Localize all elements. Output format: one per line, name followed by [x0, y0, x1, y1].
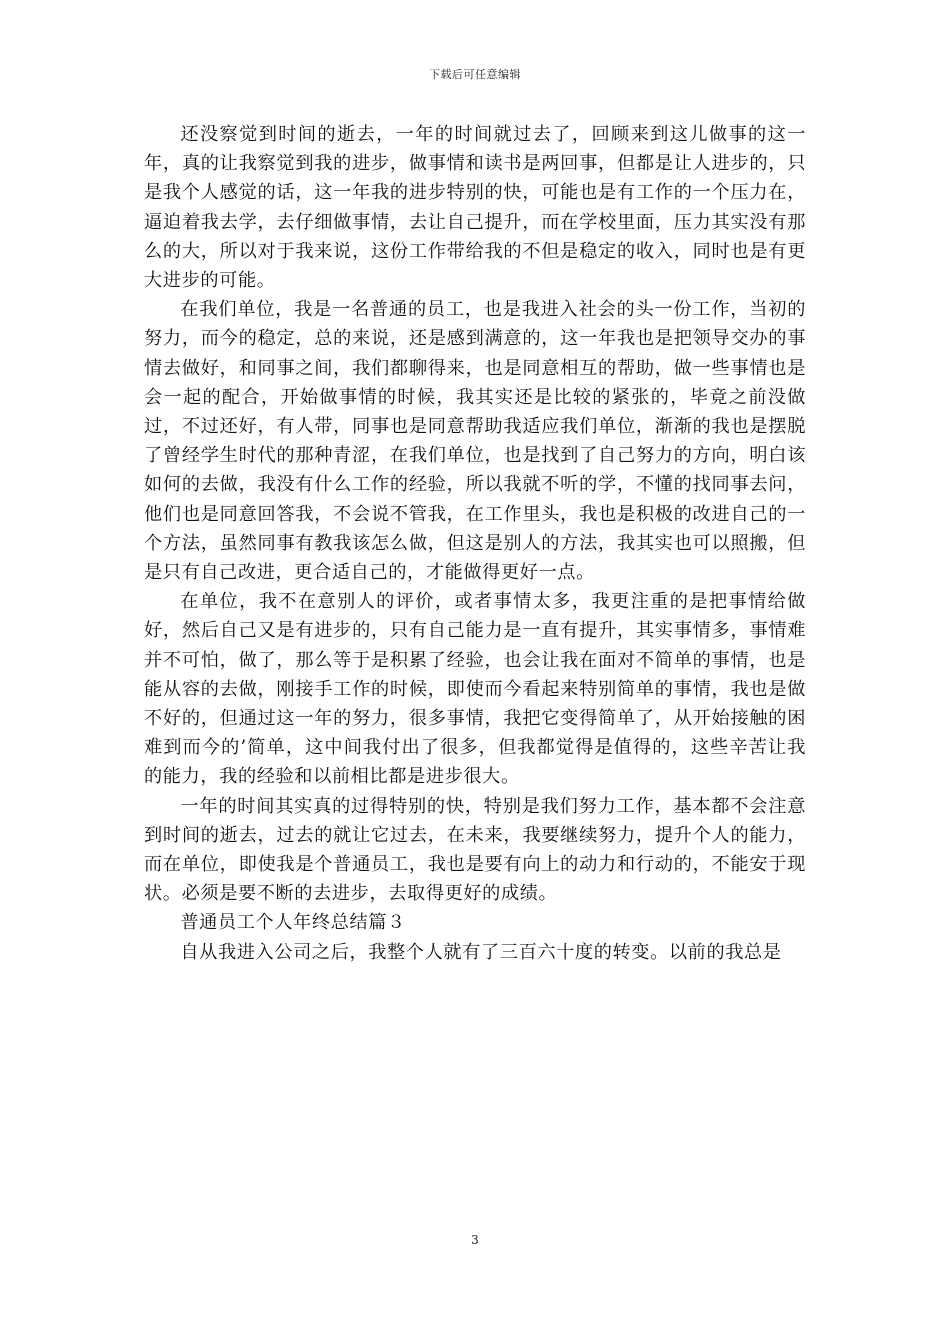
- page-header: 下载后可任意编辑: [429, 68, 521, 81]
- paragraph: 还没察觉到时间的逝去，一年的时间就过去了，回顾来到这儿做事的这一年，真的让我察觉到我的进步，做事情和读书是两回事，但都是让人进步的，只是我个人感觉的话，这一年我的进步特别的快，可能也是有工作的一个压力在，逼迫着我去学，去仔细做事情，去让自己提升，而在学校里面，压力其实没有那么的大，所以对于我来说，这份工作带给我的不但是稳定的收入，同时也是有更大进步的可能。: [144, 124, 806, 292]
- document-body: [144, 120, 806, 967]
- section-heading: 普通员工个人年终总结篇３: [180, 912, 406, 934]
- paragraph: 自从我进入公司之后，我整个人就有了三百六十度的转变。以前的我总是: [180, 941, 782, 963]
- paragraph: 在我们单位，我是一名普通的员工，也是我进入社会的头一份工作，当初的努力，而今的稳定，总的来说，还是感到满意的，这一年我也是把领导交办的事情去做好，和同事之间，我们都聊得来，也是同意相互的帮助，做一些事情也是会一起的配合，开始做事情的时候，我其实还是比较的紧张的，毕竟之前没做过，不过还好，有人带，同事也是同意帮助我适应我们单位，渐渐的我也是摆脱了曾经学生时代的那种青涩，在我们单位，也是找到了自己努力的方向，明白该如何的去做，我没有什么工作的经验，所以我就不听的学，不懂的找同事去问，他们也是同意回答我，不会说不管我，在工作里头，我也是积极的改进自己的一个方法，虽然同事有教我该怎么做，但这是别人的方法，我其实也可以照搬，但是只有自己改进，更合适自己的，才能做得更好一点。: [144, 299, 806, 584]
- paragraph: 在单位，我不在意别人的评价，或者事情太多，我更注重的是把事情给做好，然后自己又是有进步的，只有自己能力是一直有提升，其实事情多，事情难并不可怕，做了，那么等于是积累了经验，也会让我在面对不简单的事情，也是能从容的去做，刚接手工作的时候，即使而今看起来特别简单的事情，我也是做不好的，但通过这一年的努力，很多事情，我把它变得简单了，从开始接触的困难到而今的’简单，这中间我付出了很多，但我都觉得是值得的，这些辛苦让我的能力，我的经验和以前相比都是进步很大。: [144, 591, 806, 788]
- page-number: 3: [471, 1233, 479, 1247]
- paragraph: 一年的时间其实真的过得特别的快，特别是我们努力工作，基本都不会注意到时间的逝去，过去的就让它过去，在未来，我要继续努力，提升个人的能力，而在单位，即使我是个普通员工，我也是要有向上的动力和行动的，不能安于现状。必须是要不断的去进步，去取得更好的成绩。: [144, 795, 806, 905]
